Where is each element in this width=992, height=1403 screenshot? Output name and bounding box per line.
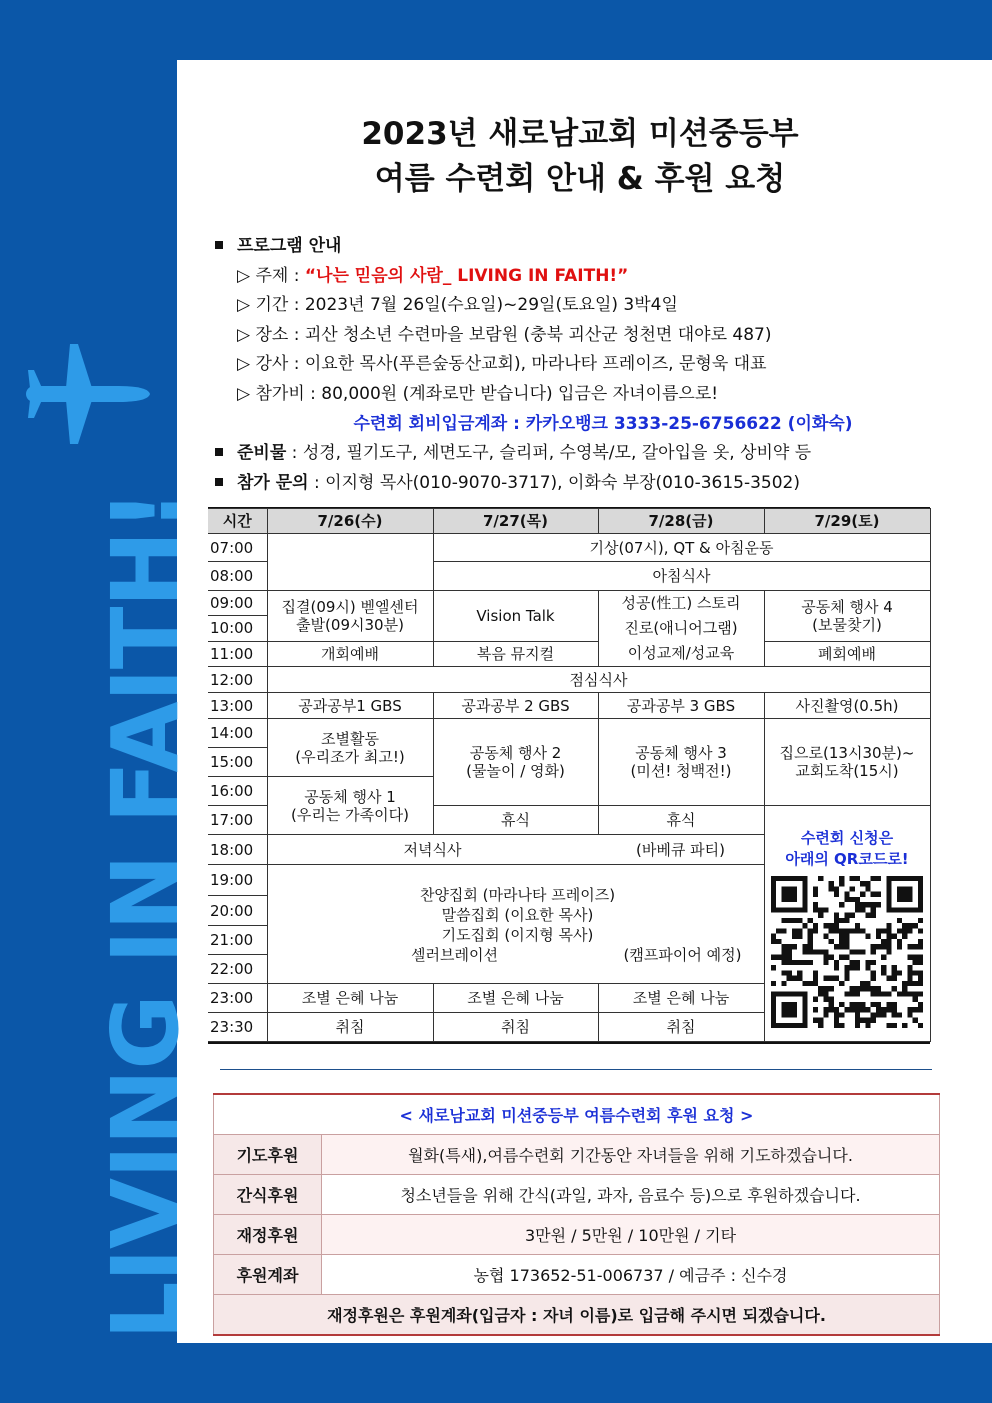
time-cell: 19:00 <box>208 865 267 896</box>
time-cell: 12:00 <box>208 667 267 693</box>
time-cell: 08:00 <box>208 562 267 591</box>
schedule-cell: 개회예배 <box>267 641 433 666</box>
schedule-cell-empty <box>267 534 433 591</box>
bbq-label: (바베큐 파티) <box>636 841 725 859</box>
schedule-cell: 공과공부 2 GBS <box>433 693 598 719</box>
header-day4: 7/29(토) <box>764 509 930 534</box>
schedule-cell: 조별 은혜 나눔 <box>598 984 764 1013</box>
schedule-cell: 점심식사 <box>267 667 930 693</box>
schedule-cell: 공동체 행사 1 (우리는 가족이다) <box>267 777 433 835</box>
schedule-cell: 폐회예배 <box>764 641 930 666</box>
header-time: 시간 <box>208 509 267 534</box>
schedule-cell: 조별활동 (우리조가 최고!) <box>267 719 433 777</box>
support-label: 간식후원 <box>214 1175 322 1215</box>
time-cell: 11:00 <box>208 641 267 666</box>
schedule-cell: 성공(性工) 스토리 진로(애니어그램) 이성교제/성교육 <box>598 591 764 667</box>
schedule-cell: 복음 뮤지컬 <box>433 641 598 666</box>
schedule-cell: 휴식 <box>598 806 764 835</box>
schedule-cell: 조별 은혜 나눔 <box>267 984 433 1013</box>
period-line: ▷ 기간 : 2023년 7월 26일(수요일)~29일(토요일) 3박4일 <box>237 295 678 316</box>
time-cell: 23:30 <box>208 1013 267 1042</box>
schedule-cell: 집으로(13시30분)~ 교회도착(15시) <box>764 719 930 806</box>
theme-label: ▷ 주제 : <box>237 265 305 286</box>
program-info <box>213 232 953 498</box>
support-label: 후원계좌 <box>214 1255 322 1295</box>
time-cell: 16:00 <box>208 777 267 806</box>
header-day1: 7/26(수) <box>267 509 433 534</box>
schedule-cell: 아침식사 <box>433 562 930 591</box>
time-cell: 15:00 <box>208 748 267 777</box>
schedule-cell: 공과공부1 GBS <box>267 693 433 719</box>
section-divider <box>220 1069 932 1070</box>
time-cell: 22:00 <box>208 955 267 984</box>
schedule-cell: 조별 은혜 나눔 <box>433 984 598 1013</box>
schedule-table <box>208 508 931 1042</box>
schedule-cell: 취침 <box>267 1013 433 1042</box>
time-cell: 21:00 <box>208 926 267 955</box>
dinner-label: 저녁식사 <box>403 841 462 859</box>
time-cell: 13:00 <box>208 693 267 719</box>
time-cell: 18:00 <box>208 835 267 865</box>
time-cell: 17:00 <box>208 806 267 835</box>
airplane-icon <box>22 340 152 450</box>
schedule-bottom-rule <box>208 1042 930 1044</box>
qr-note: 수련회 신청은 아래의 QR코드로! <box>785 829 909 868</box>
prep-heading: 준비물 <box>237 443 287 464</box>
schedule-cell-dinner <box>267 835 764 865</box>
time-cell: 07:00 <box>208 534 267 562</box>
schedule-cell: 집결(09시) 벧엘센터 출발(09시30분) <box>267 591 433 642</box>
header-day2: 7/27(목) <box>433 509 598 534</box>
support-header: < 새로남교회 미션중등부 여름수련회 후원 요청 > <box>214 1094 940 1135</box>
schedule-cell: Vision Talk <box>433 591 598 642</box>
support-footer: 재정후원은 후원계좌(입금자 : 자녀 이름)로 입금해 주시면 되겠습니다. <box>214 1295 940 1336</box>
bullet-icon <box>215 241 223 249</box>
living-in-faith-banner: LIVING IN FAITH! <box>92 490 199 1340</box>
page-title-line2: 여름 수련회 안내 & 후원 요청 <box>374 161 786 197</box>
schedule-cell: 취침 <box>598 1013 764 1042</box>
support-table <box>213 1093 940 1336</box>
support-label: 기도후원 <box>214 1135 322 1175</box>
time-cell: 10:00 <box>208 616 267 641</box>
schedule-cell: 사진촬영(0.5h) <box>764 693 930 719</box>
qr-code-icon[interactable] <box>771 876 923 1028</box>
evening-last-line <box>268 945 768 965</box>
place-line: ▷ 장소 : 괴산 청소년 수련마을 보람원 (충북 괴산군 청천면 대야로 487) <box>237 324 772 345</box>
bullet-icon <box>215 478 223 486</box>
header-day3: 7/28(금) <box>598 509 764 534</box>
schedule-cell: 휴식 <box>433 806 598 835</box>
celebration-label: 셀러브레이션 <box>411 946 498 964</box>
schedule-cell: 공과공부 3 GBS <box>598 693 764 719</box>
time-cell: 14:00 <box>208 719 267 748</box>
program-heading: 프로그램 안내 <box>237 236 342 256</box>
prep-text: : 성경, 필기도구, 세면도구, 슬리퍼, 수영복/모, 갈아입을 옷, 상비약 등 <box>286 443 812 464</box>
support-value: 청소년들을 위해 간식(과일, 과자, 음료수 등)으로 후원하겠습니다. <box>322 1175 940 1215</box>
contact-text: : 이지형 목사(010-9070-3717), 이화숙 부장(010-3615-3502) <box>308 472 800 493</box>
support-value: 농협 173652-51-006737 / 예금주 : 신수경 <box>322 1255 940 1295</box>
theme-value: “나는 믿음의 사람_ LIVING IN FAITH!” <box>304 265 629 286</box>
schedule-cell: 공동체 행사 2 (물놀이 / 영화) <box>433 719 598 806</box>
time-cell: 23:00 <box>208 984 267 1013</box>
schedule-cell: 공동체 행사 4 (보물찾기) <box>764 591 930 642</box>
contact-heading: 참가 문의 <box>237 472 309 493</box>
time-cell: 09:00 <box>208 591 267 616</box>
schedule-cell: 기상(07시), QT & 아침운동 <box>433 534 930 562</box>
fee-line: ▷ 참가비 : 80,000원 (계좌로만 받습니다) 입금은 자녀이름으로! <box>237 383 719 404</box>
campfire-label: (캠프파이어 예정) <box>623 946 742 964</box>
time-cell: 20:00 <box>208 896 267 926</box>
support-value: 월화(특새),여름수련회 기간동안 자녀들을 위해 기도하겠습니다. <box>322 1135 940 1175</box>
account-line: 수련회 회비입금계좌 : 카카오뱅크 3333-25-6756622 (이화숙) <box>353 413 853 434</box>
page-title-line1: 2023년 새로남교회 미션중등부 <box>361 116 799 152</box>
support-value: 3만원 / 5만원 / 10만원 / 기타 <box>322 1215 940 1255</box>
support-label: 재정후원 <box>214 1215 322 1255</box>
qr-cell <box>764 806 930 1042</box>
theme-line <box>213 262 953 292</box>
speaker-line: ▷ 강사 : 이요한 목사(푸른숲동산교회), 마라나타 프레이즈, 문형욱 대표 <box>237 354 767 375</box>
schedule-cell: 공동체 행사 3 (미션! 청백전!) <box>598 719 764 806</box>
schedule-cell-evening <box>267 865 764 984</box>
worship-text: 찬양집회 (마라나타 프레이즈) 말씀집회 (이요한 목사) 기도집회 (이지형 목사) <box>419 886 616 944</box>
schedule-cell: 취침 <box>433 1013 598 1042</box>
bullet-icon <box>215 448 223 456</box>
